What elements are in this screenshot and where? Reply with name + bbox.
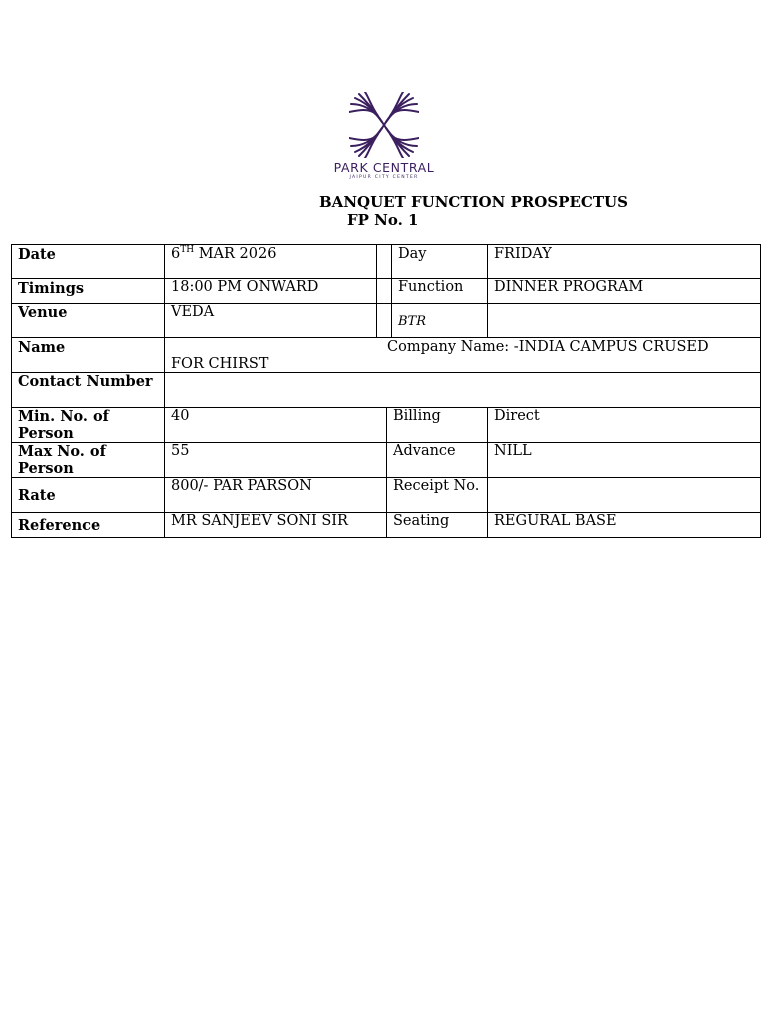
date-day-number: 6 [171,246,181,262]
date-value [164,244,377,279]
billing-value: Direct [487,407,761,443]
function-label: Function [391,278,488,304]
rate-value: 800/- PAR PARSON [164,477,387,513]
max-persons-label: Max No. of Person [11,442,165,478]
spacer-cell [376,303,392,338]
name-label: Name [11,337,165,373]
min-persons-value: 40 [164,407,387,443]
billing-label: Billing [386,407,488,443]
timings-label: Timings [11,278,165,304]
park-central-leaf-logo-icon [349,92,419,158]
advance-value: NILL [487,442,761,478]
day-value: FRIDAY [487,244,761,279]
spacer-cell [376,278,392,304]
receipt-value [487,477,761,513]
advance-label: Advance [386,442,488,478]
reference-value: MR SANJEEV SONI SIR [164,512,387,538]
btr-label: BTR [391,303,488,338]
company-name-continued: FOR CHIRST [171,356,269,372]
rate-label: Rate [11,477,165,513]
timings-value: 18:00 PM ONWARD [164,278,377,304]
fp-number: FP No. 1 [347,211,419,229]
contact-label: Contact Number [11,372,165,408]
date-day-suffix: TH [180,245,195,256]
prospectus-table [12,245,762,539]
receipt-label: Receipt No. [386,477,488,513]
min-persons-label: Min. No. of Person [11,407,165,443]
venue-value: VEDA [164,303,377,338]
brand-name: PARK CENTRAL [333,160,435,175]
day-label: Day [391,244,488,279]
spacer-cell [376,244,392,279]
max-persons-value: 55 [164,442,387,478]
seating-label: Seating [386,512,488,538]
date-label: Date [11,244,165,279]
function-value: DINNER PROGRAM [487,278,761,304]
btr-value [487,303,761,338]
company-name: Company Name: -INDIA CAMPUS CRUSED [387,339,709,355]
venue-label: Venue [11,303,165,338]
brand-subtitle: JAIPUR CITY CENTER [349,175,419,180]
name-value [164,337,761,373]
logo [318,92,450,192]
reference-label: Reference [11,512,165,538]
document-title: BANQUET FUNCTION PROSPECTUS [319,193,628,211]
date-month-year: MAR 2026 [194,246,277,262]
seating-value: REGURAL BASE [487,512,761,538]
contact-value [164,372,761,408]
